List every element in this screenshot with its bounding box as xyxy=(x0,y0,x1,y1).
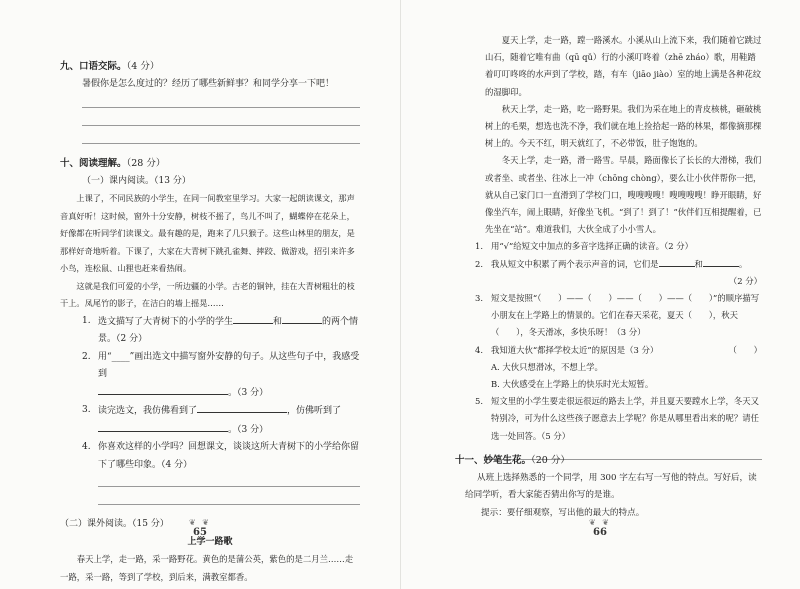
section9-answer-lines xyxy=(60,95,360,144)
passage1-paragraph1: 上课了，不同民族的小学生，在同一间教室里学习。大家一起朗读课文，那声音真好听！这时候，窗外十分安静，树枝不摇了，鸟儿不叫了，蝴蝶停在花朵上，好像都在听同学们读课文。最有趣的是，跑来了几只猴子。这些山林里的朋友，是那样好奇地听着。下课了，大家在大青树下跳孔雀舞、摔跤、做游戏，招引来许多小鸟，连松鼠、山狸也赶来看热闹。 xyxy=(60,193,355,273)
section9-prompt: 暑假你是怎么度过的？经历了哪些新鲜事？和同学分享一下吧！ xyxy=(82,78,335,89)
part1-title: （一）课内阅读。（13 分） xyxy=(82,175,191,186)
r-question-2: 2. 我从短文中积累了两个表示声音的词，它们是 和 。 （2 分） xyxy=(475,256,762,290)
part2-title: （二）课外阅读。（15 分） xyxy=(60,519,169,529)
blank[interactable] xyxy=(98,384,228,395)
blank[interactable] xyxy=(197,402,287,413)
answer-line[interactable] xyxy=(82,95,360,108)
question-2: 2. 用“____”画出选文中描写窗外安静的句子。从这些句子中，我感受到 。（3 分） xyxy=(82,351,360,398)
left-column xyxy=(60,58,360,586)
poem-winter: 冬天上学，走一路，滑一路雪。早晨，路面像长了长长的大滑梯，我们或者坐、或者坐、往冰上一冲（chōng chòng），要么让小伙伴帮你一把，就从自己家门口一直滑到了学校门口，嗖嗖嗖嗖！嗖嗖嗖嗖！睁开眼睛，好像坐汽车，闹上眼睛，好像坐飞机。“到了！到了！”伙伴们互相提醒着，已先坐在“站”。难道我们，大伙全成了小小雪人。 xyxy=(485,155,762,235)
blank[interactable] xyxy=(659,256,695,267)
answer-bracket[interactable]: （ ） xyxy=(728,344,762,355)
option-b[interactable]: B. 大伙感受在上学路上的快乐时光太短暂。 xyxy=(491,379,654,390)
question-1: 1. 选文描写了大青树下的小学的学生 和 的两个情景。（2 分） xyxy=(60,313,360,349)
blank[interactable] xyxy=(233,313,273,324)
question-4: 4. 你喜欢这样的小学吗？回想课文，谈谈这所大青树下的小学给你留下了哪些印象。（4 分） xyxy=(82,442,360,470)
section11 xyxy=(455,452,762,522)
section11-tip: 提示：要仔细观察，写出他的最大的特点。 xyxy=(481,507,645,518)
r-question-5: 5. 短文里的小学生要走很远很远的路去上学，并且夏天要蹚水上学，冬天又特别冷，可为什么这些孩子愿意去上学呢？你是从哪里看出来的呢？请任选一处回答。（5 分） xyxy=(475,396,759,441)
answer-line[interactable] xyxy=(82,113,360,126)
section11-heading: 十一、妙笔生花。（20 分） xyxy=(455,455,570,466)
section11-text: 从班上选择熟悉的一个同学，用 300 字左右写一写他的特点。写好后，读给同学听，看大家能否猜出你写的是谁。 xyxy=(465,472,757,500)
poem-title: 上学一路歌 xyxy=(187,536,233,547)
r-question-1: 1. 用“√”给短文中加点的多音字选择正确的读音。（2 分） xyxy=(475,241,693,252)
option-a[interactable]: A. 大伙只想滑冰，不想上学。 xyxy=(491,361,603,372)
blank[interactable] xyxy=(98,421,228,432)
ornament-icon: ❦ ❦ xyxy=(589,518,611,527)
passage1-paragraph2: 这就是我们可爱的小学，一所边疆的小学。古老的铜钟，挂在大青树粗壮的枝干上。凤尾竹的影子，在洁白的墙上摇晃…… xyxy=(60,280,355,308)
r-question-3: 3. 短文是按照“（ ）——（ ）——（ ）——（ ）”的顺序描写小朋友在上学路上的情景的。它们在春天采花，夏天（ ），秋天（ ），冬天滑冰，多快乐呀！（3 分） xyxy=(475,293,760,338)
poem-spring: 春天上学，走一路，采一路野花。黄色的是蒲公英，紫色的是二月兰……走一路，采一路，等到了学校，到后来，满教室都香。 xyxy=(60,554,354,582)
page-number-left: ❦ ❦ 65 xyxy=(170,519,230,538)
q4-answer-lines xyxy=(60,474,360,505)
poem-autumn: 秋天上学，走一路，吃一路野果。我们为采在地上的青皮核桃，砸破桃树上的毛栗，想选也洗不净，我们就在地上捡拾起一路的林果，都像摘那棵树上的。今天不红，明天就红了，不必带饭，肚子饱饱的。 xyxy=(485,103,762,149)
ornament-icon: ❦ ❦ xyxy=(189,518,211,527)
page-number-right: ❦ ❦ 66 xyxy=(570,519,630,538)
question-3: 3. 读完选文，我仿佛看到了 ，仿佛听到了 。（3 分） xyxy=(60,402,360,439)
answer-line[interactable] xyxy=(82,131,360,144)
blank[interactable] xyxy=(282,313,322,324)
blank[interactable] xyxy=(703,256,739,267)
answer-line[interactable] xyxy=(98,474,360,487)
section10-heading: 十、阅读理解。（28 分） xyxy=(60,158,166,169)
answer-line[interactable] xyxy=(98,492,360,505)
right-column xyxy=(475,32,762,466)
section9-heading: 九、口语交际。（4 分） xyxy=(60,61,160,72)
poem-summer: 夏天上学，走一路，蹚一路溪水。小溪从山上流下来，我们随着它跳过山石，随着它唯有曲（qū qǔ）行的小溪叮咚着（zhē zháo）歌，用鞋踏着叮叮咚咚的水声到了学校，踏，有车（jiāo jiào）室的地上满是各种花纹的湿脚印。 xyxy=(485,35,762,97)
r-question-4: 4. 我知道大伙“都择学校太近”的原因是（3 分） （ ） xyxy=(475,342,762,359)
